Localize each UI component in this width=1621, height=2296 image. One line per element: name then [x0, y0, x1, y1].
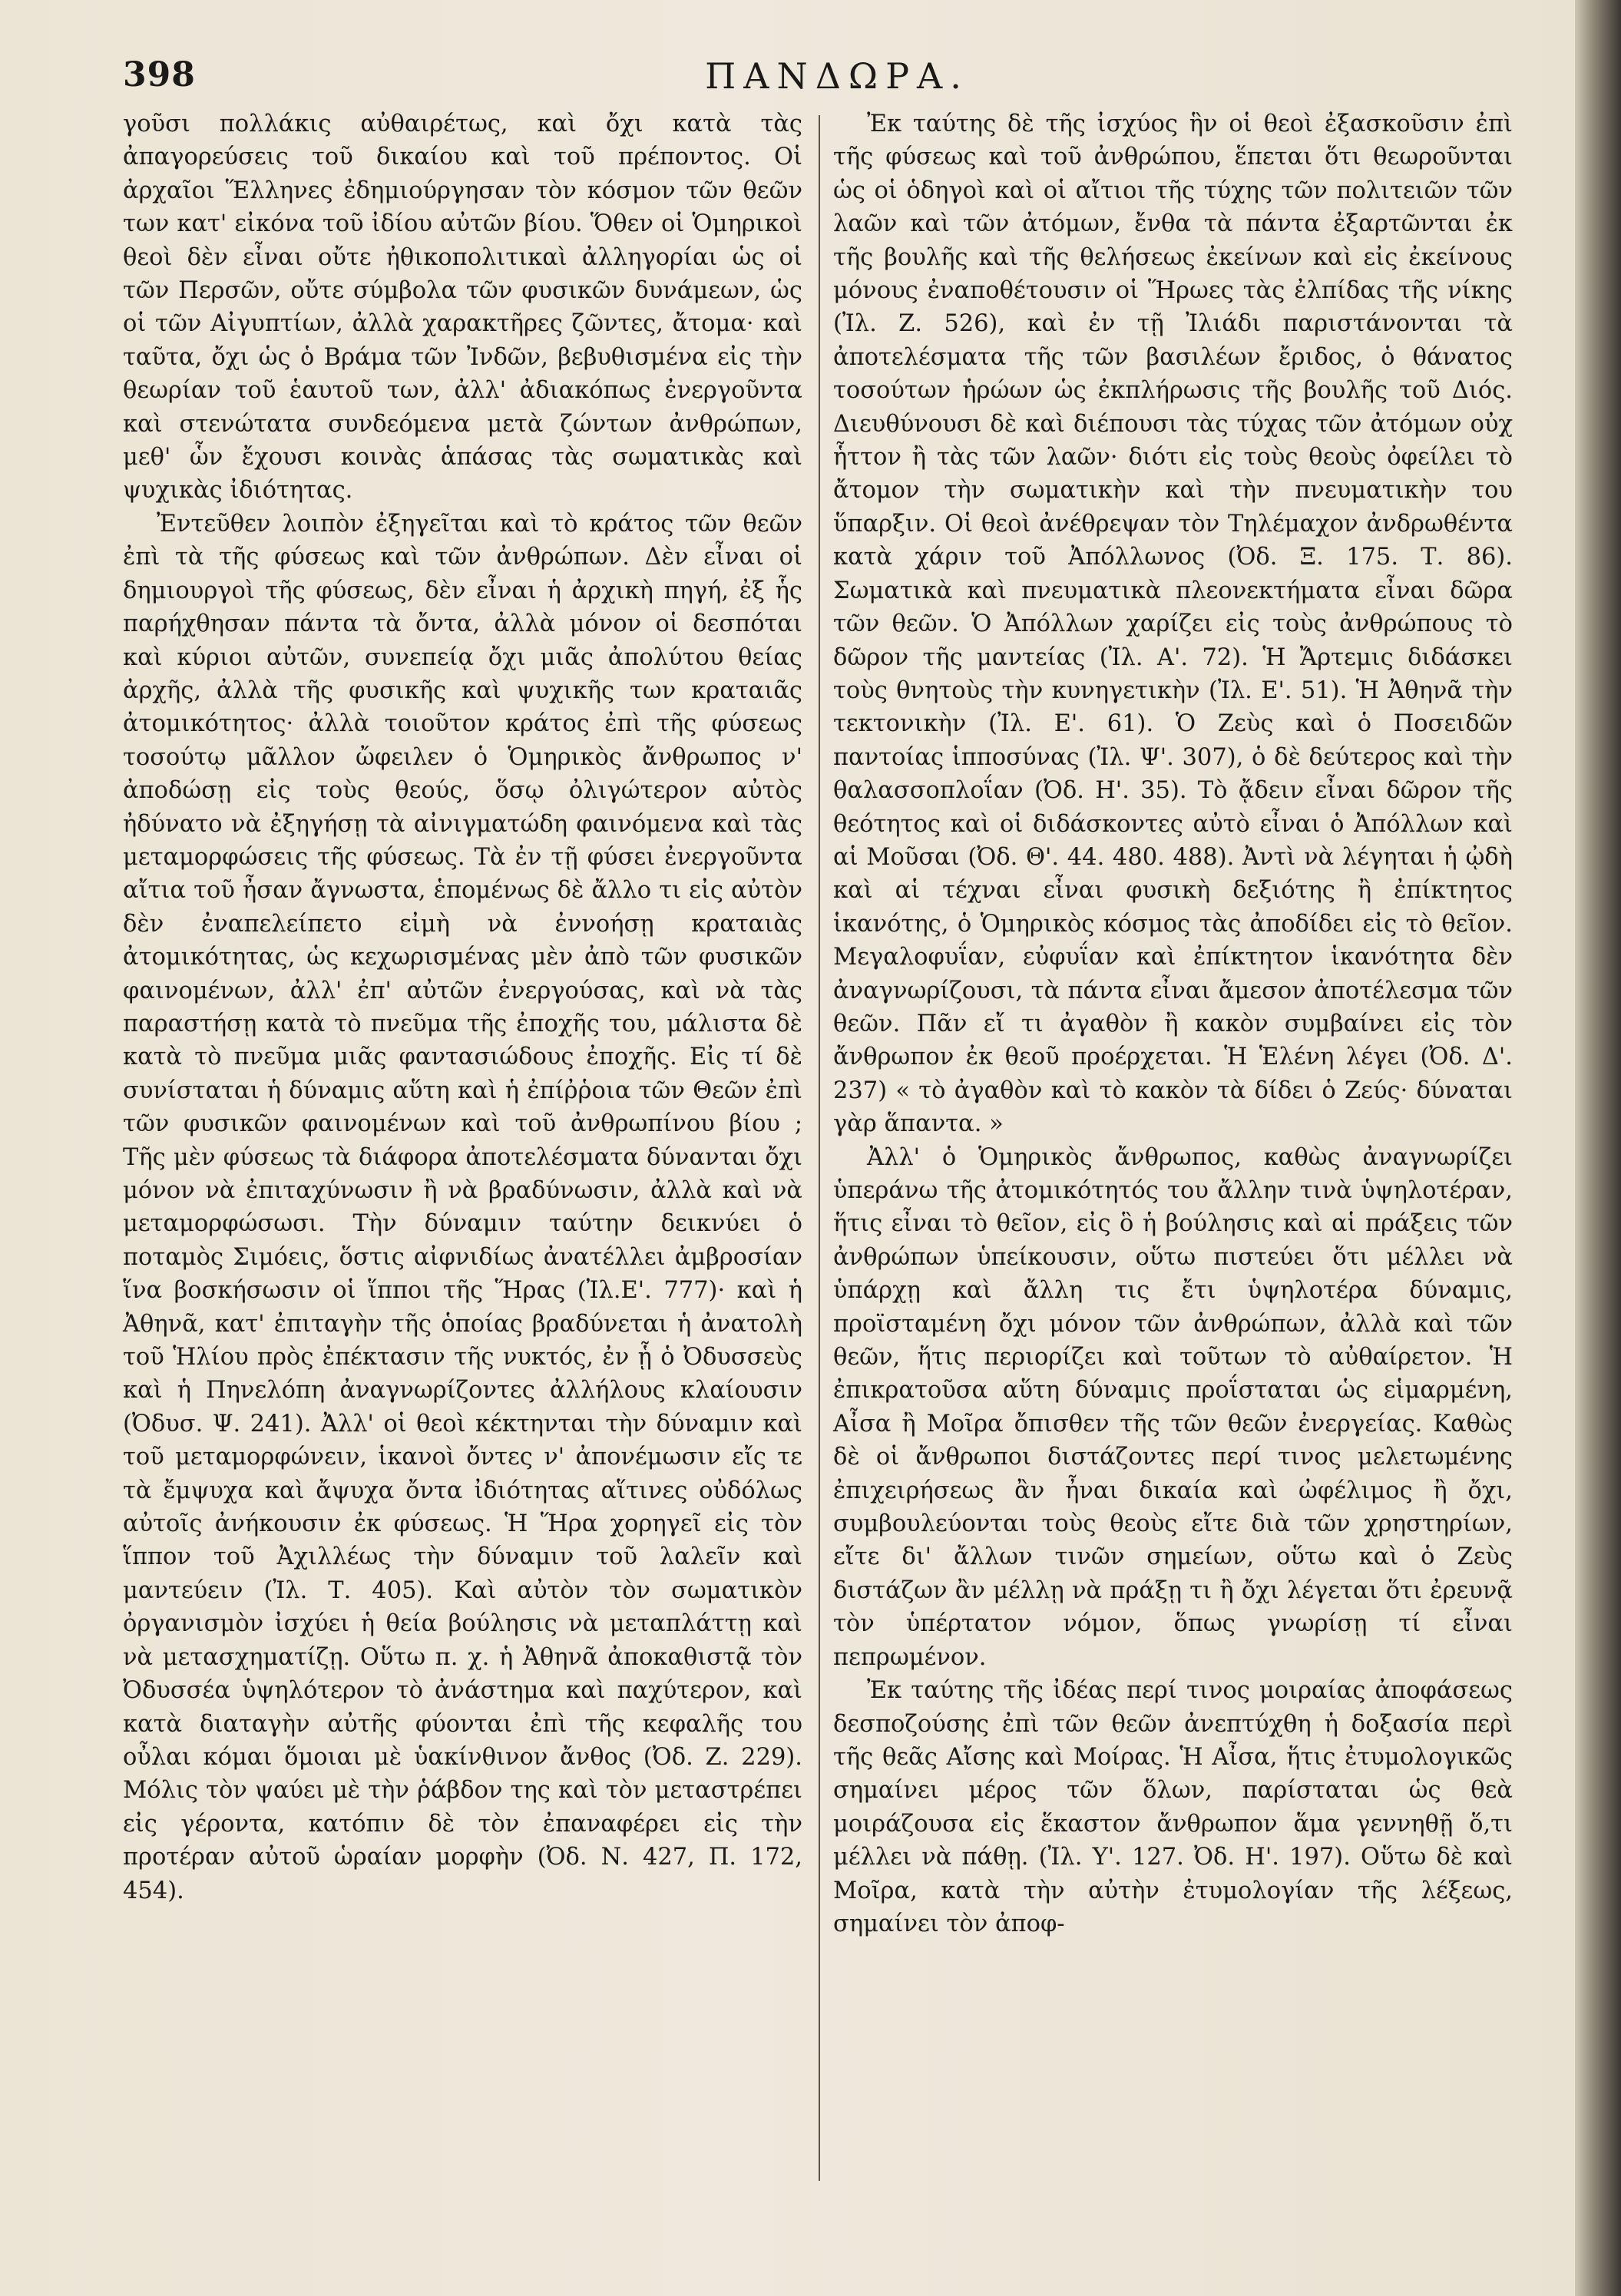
page-header [123, 55, 1551, 109]
column-divider [819, 115, 820, 2181]
paragraph: γοῦσι πολλάκις αὐθαιρέτως, καὶ ὄχι κατὰ τὰς ἀπαγορεύσεις τοῦ δικαίου καὶ τοῦ πρέποντος. Οἱ ἀρχαῖοι Ἕλληνες ἐδημιούργησαν τὸν κόσμον τῶν θεῶν των κατ' εἰκόνα τοῦ ἰδίου αὐτῶν βίου. Ὅθεν οἱ Ὁμηρικοὶ θεοὶ δὲν εἶναι οὔτε ἠθικοπολιτικαὶ ἀλληγορίαι ὡς οἱ τῶν Περσῶν, οὔτε σύμβολα τῶν φυσικῶν δυνάμεων, ὡς οἱ τῶν Αἰγυπτίων, ἀλλὰ χαρακτῆρες ζῶντες, ἄτομα· καὶ ταῦτα, ὄχι ὡς ὁ Βράμα τῶν Ἰνδῶν, βεβυθισμένα εἰς τὴν θεωρίαν τοῦ ἑαυτοῦ των, ἀλλ' ἀδιακόπως ἐνεργοῦντα καὶ στενώτατα συνδεόμενα μετὰ ζώντων ἀνθρώπων, μεθ' ὧν ἔχουσι κοινὰς ἁπάσας τὰς σωματικὰς καὶ ψυχικὰς ἰδιότητας. [123, 111, 802, 505]
paragraph: Ἐκ ταύτης δὲ τῆς ἰσχύος ἣν οἱ θεοὶ ἐξασκοῦσιν ἐπὶ τῆς φύσεως καὶ τοῦ ἀνθρώπου, ἕπεται ὅτι θεωροῦνται ὡς οἱ ὁδηγοὶ καὶ οἱ αἴτιοι τῆς τύχης τῶν πολιτειῶν τῶν λαῶν καὶ τῶν ἀτόμων, ἔνθα τὰ πάντα ἐξαρτῶνται ἐκ τῆς βουλῆς καὶ τῆς θελήσεως ἐκείνων καὶ εἰς ἐκείνους μόνους ἐναποθέτουσιν οἱ Ἥρωες τὰς ἐλπίδας τῆς νίκης (Ἰλ. Ζ. 526), καὶ ἐν τῇ Ἰλιάδι παριστάνονται τὰ ἀποτελέσματα τῆς τῶν βασιλέων ἔριδος, ὁ θάνατος τοσούτων ἡρώων ὡς ἐκπλήρωσις τῆς βουλῆς τοῦ Διός. Διευθύνουσι δὲ καὶ διέπουσι τὰς τύχας τῶν ἀτόμων οὐχ ἧττον ἢ τὰς τῶν λαῶν· διότι εἰς τοὺς θεοὺς ὀφείλει τὸ ἄτομον τὴν σωματικὴν καὶ τὴν πνευματικὴν του ὕπαρξιν. Οἱ θεοὶ ἀνέθρεψαν τὸν Τηλέμαχον ἀνδρωθέντα κατὰ χάριν τοῦ Ἀπόλλωνος (Ὀδ. Ξ. 175. Τ. 86). Σωματικὰ καὶ πνευματικὰ πλεονεκτήματα εἶναι δῶρα τῶν θεῶν. Ὁ Ἀπόλλων χαρίζει εἰς τοὺς ἀνθρώπους τὸ δῶρον τῆς μαντείας (Ἰλ. Α'. 72). Ἡ Ἄρτεμις διδάσκει τοὺς θνητοὺς τὴν κυνηγετικὴν (Ἰλ. Ε'. 51). Ἡ Ἀθηνᾶ τὴν τεκτονικὴν (Ἰλ. Ε'. 61). Ὁ Ζεὺς καὶ ὁ Ποσειδῶν παντοίας ἱπποσύνας (Ἰλ. Ψ'. 307), ὁ δὲ δεύτερος καὶ τὴν θαλασσοπλοΐαν (Ὀδ. Η'. 35). Τὸ ᾄδειν εἶναι δῶρον τῆς θεότητος καὶ οἱ διδάσκοντες αὐτὸ εἶναι ὁ Ἀπόλλων καὶ αἱ Μοῦσαι (Ὀδ. Θ'. 44. 480. 488). Ἀντὶ νὰ λέγηται ἡ ᾠδὴ καὶ αἱ τέχναι εἶναι φυσικὴ δεξιότης ἢ ἐπίκτητος ἱκανότης, ὁ Ὁμηρικὸς κόσμος τὰς ἀποδίδει εἰς τὸ θεῖον. Μεγαλοφυΐαν, εὐφυΐαν καὶ ἐπίκτητον ἱκανότητα δὲν ἀναγνωρίζουσι, τὰ πάντα εἶναι ἄμεσον ἀποτέλεσμα τῶν θεῶν. Πᾶν εἴ τι ἀγαθὸν ἢ κακὸν συμβαίνει εἰς τὸν ἄνθρωπον ἐκ θεοῦ προέρχεται. Ἡ Ἑλένη λέγει (Ὀδ. Δ'. 237) « τὸ ἀγαθὸν καὶ τὸ κακὸν τὰ δίδει ὁ Ζεύς· δύναται γὰρ ἅπαντα. » [833, 111, 1513, 1138]
left-column [123, 108, 802, 1907]
right-column [833, 108, 1513, 1940]
book-spine-shadow [1575, 0, 1621, 2296]
paragraph: Ἐκ ταύτης τῆς ἰδέας περί τινος μοιραίας ἀποφάσεως δεσποζούσης ἐπὶ τῶν θεῶν ἀνεπτύχθη ἡ δοξασία περὶ τῆς θεᾶς Αἴσης καὶ Μοίρας. Ἡ Αἶσα, ἥτις ἐτυμολογικῶς σημαίνει μέρος τῶν ὅλων, παρίσταται ὡς θεὰ μοιράζουσα εἰς ἕκαστον ἄνθρωπον ἅμα γεννηθῇ ὅ,τι μέλλει νὰ πάθῃ. (Ἰλ. Υ'. 127. Ὀδ. Η'. 197). Οὕτω δὲ καὶ Μοῖρα, κατὰ τὴν αὐτὴν ἐτυμολογίαν τῆς λέξεως, σημαίνει τὸν ἀποφ- [833, 1677, 1513, 1937]
page-number: 398 [123, 55, 196, 94]
running-title: ΠΑΝΔΩΡΑ. [705, 55, 969, 97]
paragraph: Ἐντεῦθεν λοιπὸν ἐξηγεῖται καὶ τὸ κράτος τῶν θεῶν ἐπὶ τὰ τῆς φύσεως καὶ τῶν ἀνθρώπων. Δὲν εἶναι οἱ δημιουργοὶ τῆς φύσεως, δὲν εἶναι ἡ ἀρχικὴ πηγή, ἐξ ἧς παρήχθησαν πάντα τὰ ὄντα, ἀλλὰ μόνον οἱ δεσπόται καὶ κύριοι αὐτῶν, συνεπείᾳ ὄχι μιᾶς ἀπολύτου θείας ἀρχῆς, ἀλλὰ τῆς φυσικῆς καὶ ψυχικῆς των κραταιᾶς ἀτομικότητος· ἀλλὰ τοιοῦτον κράτος ἐπὶ τῆς φύσεως τοσούτῳ μᾶλλον ὤφειλεν ὁ Ὁμηρικὸς ἄνθρωπος ν' ἀποδώσῃ εἰς τοὺς θεούς, ὅσῳ ὀλιγώτερον αὐτὸς ἠδύνατο νὰ ἐξηγήσῃ τὰ αἰνιγματώδη φαινόμενα καὶ τὰς μεταμορφώσεις τῆς φύσεως. Τὰ ἐν τῇ φύσει ἐνεργοῦντα αἴτια τοῦ ἦσαν ἄγνωστα, ἑπομένως δὲ ἄλλο τι εἰς αὐτὸν δὲν ἐναπελείπετο εἰμὴ νὰ ἐννοήσῃ κραταιὰς ἀτομικότητας, ὡς κεχωρισμένας μὲν ἀπὸ τῶν φυσικῶν φαινομένων, ἀλλ' ἐπ' αὐτῶν ἐνεργούσας, καὶ νὰ τὰς παραστήσῃ κατὰ τὸ πνεῦμα τῆς ἐποχῆς του, μάλιστα δὲ κατὰ τὸ πνεῦμα μιᾶς φαντασιώδους ἐποχῆς. Εἰς τί δὲ συνίσταται ἡ δύναμις αὕτη καὶ ἡ ἐπίῤῥοια τῶν Θεῶν ἐπὶ τῶν φυσικῶν φαινομένων καὶ τοῦ ἀνθρωπίνου βίου ; Τῆς μὲν φύσεως τὰ διάφορα ἀποτελέσματα δύνανται ὄχι μόνον νὰ ἐπιταχύνωσιν ἢ νὰ βραδύνωσιν, ἀλλὰ καὶ νὰ μεταμορφώσωσι. Τὴν δύναμιν ταύτην δεικνύει ὁ ποταμὸς Σιμόεις, ὅστις αἰφνιδίως ἀνατέλλει ἀμβροσίαν ἵνα βοσκήσωσιν οἱ ἵπποι τῆς Ἥρας (Ἰλ.Ε'. 777)· καὶ ἡ Ἀθηνᾶ, κατ' ἐπιταγὴν τῆς ὁποίας βραδύνεται ἡ ἀνατολὴ τοῦ Ἡλίου πρὸς ἐπέκτασιν τῆς νυκτός, ἐν ᾗ ὁ Ὀδυσσεὺς καὶ ἡ Πηνελόπη ἀναγνωρίζοντες ἀλλήλους κλαίουσιν (Ὀδυσ. Ψ. 241). Ἀλλ' οἱ θεοὶ κέκτηνται τὴν δύναμιν καὶ τοῦ μεταμορφώνειν, ἱκανοὶ ὄντες ν' ἀπονέμωσιν εἴς τε τὰ ἔμψυχα καὶ ἄψυχα ὄντα ἰδιότητας αἵτινες οὐδόλως αὐτοῖς ἀνήκουσιν ἐκ φύσεως. Ἡ Ἥρα χορηγεῖ εἰς τὸν ἵππον τοῦ Ἀχιλλέως τὴν δύναμιν τοῦ λαλεῖν καὶ μαντεύειν (Ἰλ. Τ. 405). Καὶ αὐτὸν τὸν σωματικὸν ὀργανισμὸν ἰσχύει ἡ θεία βούλησις νὰ μεταπλάττῃ καὶ νὰ μετασχηματίζῃ. Οὕτω π. χ. ἡ Ἀθηνᾶ ἀποκαθιστᾷ τὸν Ὀδυσσέα ὑψηλότερον τὸ ἀνάστημα καὶ παχύτερον, καὶ κατὰ διαταγὴν αὐτῆς φύονται ἐπὶ τῆς κεφαλῆς του οὖλαι κόμαι ὅμοιαι μὲ ὑακίνθινον ἄνθος (Ὀδ. Ζ. 229). Μόλις τὸν ψαύει μὲ τὴν ῥάβδον της καὶ τὸν μεταστρέπει εἰς γέροντα, κατόπιν δὲ τὸν ἐπαναφέρει εἰς τὴν προτέραν αὐτοῦ ὡραίαν μορφὴν (Ὀδ. Ν. 427, Π. 172, 454). [123, 510, 802, 1904]
paragraph: Ἀλλ' ὁ Ὁμηρικὸς ἄνθρωπος, καθὼς ἀναγνωρίζει ὑπεράνω τῆς ἀτομικότητός του ἄλλην τινὰ ὑψηλοτέραν, ἥτις εἶναι τὸ θεῖον, εἰς ὃ ἡ βούλησις καὶ αἱ πράξεις τῶν ἀνθρώπων ὑπείκουσιν, οὕτω πιστεύει ὅτι μέλλει νὰ ὑπάρχῃ καὶ ἄλλη τις ἔτι ὑψηλοτέρα δύναμις, προϊσταμένη ὄχι μόνον τῶν ἀνθρώπων, ἀλλὰ καὶ τῶν θεῶν, ἥτις περιορίζει καὶ τοῦτων τὸ αὐθαίρετον. Ἡ ἐπικρατοῦσα αὕτη δύναμις προΐσταται ὡς εἱμαρμένη, Αἶσα ἢ Μοῖρα ὄπισθεν τῆς τῶν θεῶν ἐνεργείας. Καθὼς δὲ οἱ ἄνθρωποι διστάζοντες περί τινος μελετωμένης ἐπιχειρήσεως ἂν ἦναι δικαία καὶ ὠφέλιμος ἢ ὄχι, συμβουλεύονται τοὺς θεοὺς εἴτε διὰ τῶν χρηστηρίων, εἴτε δι' ἄλλων τινῶν σημείων, οὕτω καὶ ὁ Ζεὺς διστάζων ἂν μέλλῃ νὰ πράξῃ τι ἢ ὄχι λέγεται ὅτι ἐρευνᾷ τὸν ὑπέρτατον νόμον, ὅπως γνωρίσῃ τί εἶναι πεπρωμένον. [833, 1143, 1513, 1671]
